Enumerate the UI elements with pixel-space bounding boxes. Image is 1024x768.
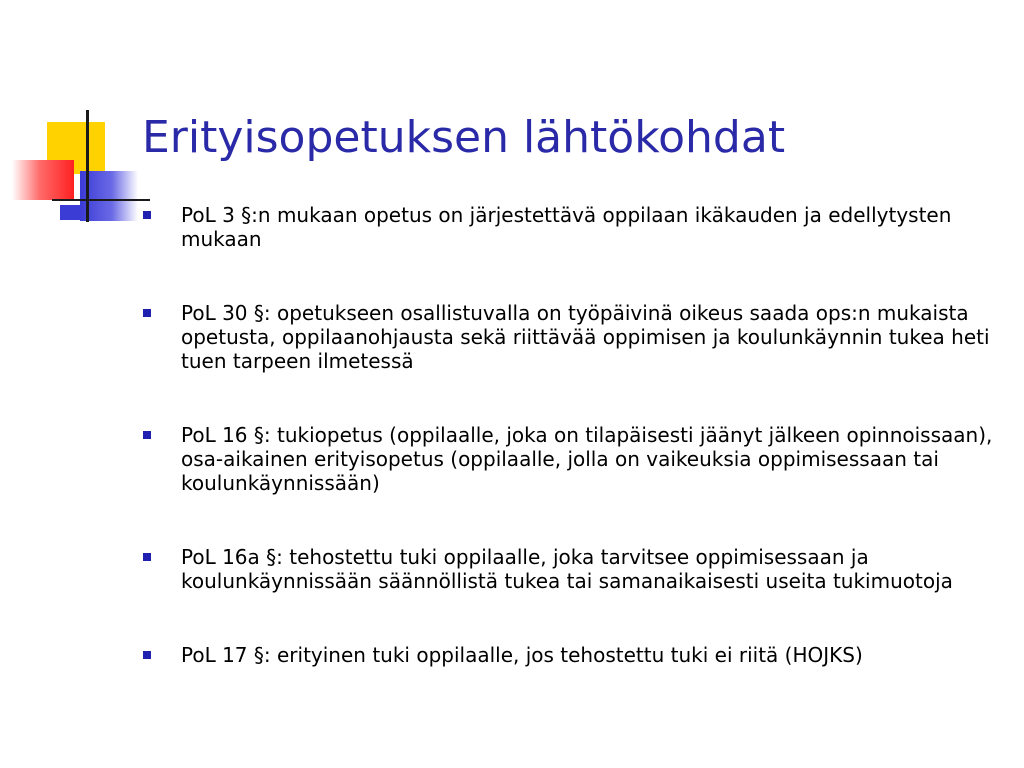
- bullet-item: [143, 423, 1003, 495]
- decor-vertical-line: [86, 110, 89, 222]
- bullet-text: PoL 17 §: erityinen tuki oppilaalle, jos tehostettu tuki ei riitä (HOJKS): [181, 643, 863, 667]
- slide-decoration: [0, 0, 150, 240]
- decor-red-gradient: [12, 160, 74, 200]
- bullet-square-icon: [143, 211, 151, 219]
- bullet-text: PoL 16 §: tukiopetus (oppilaalle, joka on tilapäisesti jäänyt jälkeen opinnoissaan), osa-aikainen erityisopetus (oppilaalle, jolla on vaikeuksia oppimisessaan tai koulunkäynnissään): [181, 423, 993, 495]
- slide-title: Erityisopetuksen lähtökohdat: [142, 112, 786, 163]
- bullet-square-icon: [143, 309, 151, 317]
- bullet-item: [143, 301, 1003, 373]
- bullet-item: [143, 203, 1003, 251]
- bullet-text: PoL 30 §: opetukseen osallistuvalla on työpäivinä oikeus saada ops:n mukaista opetusta, oppilaanohjausta sekä riittävää oppimisen ja koulunkäynnin tukea heti tuen tarpeen ilmetessä: [181, 301, 990, 373]
- decor-horizontal-line: [52, 199, 150, 201]
- bullet-item: [143, 643, 1003, 667]
- bullet-square-icon: [143, 553, 151, 561]
- bullet-list: [143, 203, 1003, 667]
- bullet-item: [143, 545, 1003, 593]
- bullet-square-icon: [143, 651, 151, 659]
- bullet-text: PoL 16a §: tehostettu tuki oppilaalle, joka tarvitsee oppimisessaan ja koulunkäynnissään säännöllistä tukea tai samanaikaisesti useita tukimuotoja: [181, 545, 953, 593]
- bullet-text: PoL 3 §:n mukaan opetus on järjestettävä oppilaan ikäkauden ja edellytysten mukaan: [181, 203, 952, 251]
- decor-blue-small-square: [60, 205, 80, 220]
- bullet-square-icon: [143, 431, 151, 439]
